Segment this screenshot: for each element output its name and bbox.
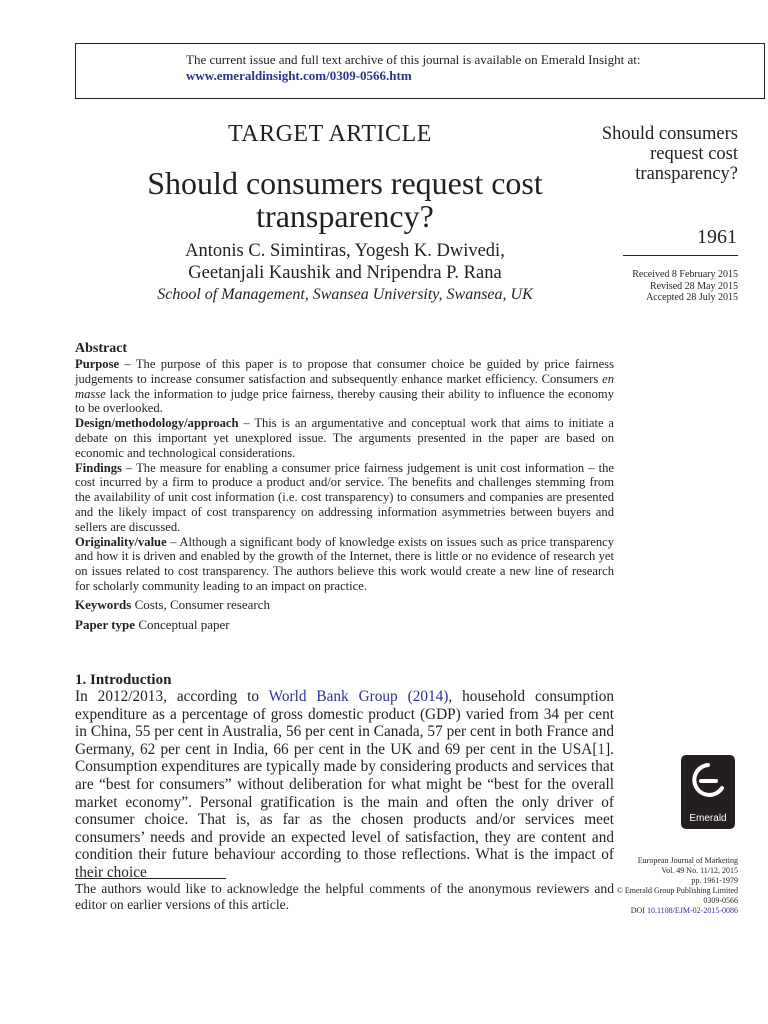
purpose-text-b: lack the information to judge price fairness, thereby causing their ability to influence the economy to be overlooked. — [75, 386, 614, 416]
author-affiliation: School of Management, Swansea University, Swansea, UK — [157, 286, 533, 303]
originality-text: – Although a significant body of knowledge exists on issues such as price transparency and how it is driven and enabled by the growth of the Internet, there is little or no evidence of research yet on issues related to cost transparency. The authors believe this work would create a new line of research for scholarly community leading to an impact on practice. — [75, 534, 614, 593]
intro-text-a: In 2012/2013, according to — [75, 688, 269, 705]
issn: 0309-0566 — [703, 896, 738, 905]
abstract-section — [75, 340, 614, 632]
abstract-heading: Abstract — [75, 341, 128, 356]
article-title: Should consumers request cost transparency? — [147, 165, 543, 234]
intro-text-c: ]. Consumption expenditures are typically made by considering products and services that are “best for consumers” without deliberation for what might be “best for the overall market economy”. Personal gratification is the main and often the only driver of consumer choice. That is, as far as the chosen products and/or services meet consumers’ needs and provide an expected level of satisfaction, they are content and condition their future behaviour according to those reflections. What is the impact of their choice — [75, 740, 614, 881]
journal-name: European Journal of Marketing — [637, 856, 738, 865]
author-line-2: Geetanjali Kaushik and Nripendra P. Rana — [188, 263, 502, 283]
findings-label: Findings — [75, 460, 122, 475]
header-availability-text: The current issue and full text archive of this journal is available on Emerald Insight at: — [186, 52, 641, 67]
received-date: Received 8 February 2015 — [632, 269, 738, 280]
abstract-originality — [75, 535, 614, 594]
article-history — [600, 269, 738, 304]
journal-url-link[interactable]: www.emeraldinsight.com/0309-0566.htm — [186, 68, 412, 83]
journal-pages: pp. 1961-1979 — [691, 876, 738, 885]
revised-date: Revised 28 May 2015 — [649, 280, 738, 292]
copyright-line: © Emerald Group Publishing Limited — [616, 886, 738, 895]
abstract-findings — [75, 461, 614, 535]
purpose-italic: en masse — [75, 371, 614, 401]
originality-label: Originality/value — [75, 534, 167, 549]
journal-volume: Vol. 49 No. 11/12, 2015 — [661, 866, 738, 875]
introduction-heading: 1. Introduction — [75, 672, 172, 688]
logo-wordmark: Emerald — [689, 813, 727, 824]
keywords-text: Costs, Consumer research — [134, 596, 270, 612]
accepted-date: Accepted 28 July 2015 — [646, 292, 738, 303]
paper-type — [75, 618, 614, 633]
author-list — [100, 240, 590, 284]
running-title: Should consumers request cost transparency? — [601, 124, 738, 184]
paper-type-text: Conceptual paper — [138, 616, 230, 632]
journal-info — [600, 856, 738, 916]
intro-text-b: , household consumption expenditure as a percentage of gross domestic product (GDP) varied from 34 per cent in China, 55 per cent in Australia, 56 per cent in Canada, 57 per cent in both France and Germany, 62 per cent in India, 66 per cent in the UK and 69 per cent in the USA[ — [75, 688, 614, 758]
purpose-text-a: – The purpose of this paper is to propose that consumer choice be guided by price fairness judgements to increase consumer satisfaction and subsequently enhance market efficiency. Consumers — [75, 357, 614, 386]
author-line-1: Antonis C. Simintiras, Yogesh K. Dwivedi, — [185, 241, 505, 261]
page-number: 1961 — [697, 226, 737, 248]
keywords-label: Keywords — [75, 596, 132, 612]
acknowledgement-footnote: The authors would like to acknowledge the helpful comments of the anonymous reviewers and editor on earlier versions of this article. — [75, 881, 614, 912]
findings-text: – The measure for enabling a consumer price fairness judgement is unit cost information – the cost incurred by a firm to produce a product and/or service. The benefits and challenges stemming from the availability of unit cost information (i.e. cost transparency) to consumers and companies are presented and the likely impact of cost transparency on addressing information asymmetries between buyers and sellers are discussed. — [75, 460, 614, 534]
footnote-divider — [75, 878, 226, 879]
citation-link[interactable]: World Bank Group (2014) — [268, 688, 449, 705]
doi-label: DOI — [630, 906, 645, 915]
emerald-logo-icon — [690, 762, 726, 808]
doi-line — [600, 906, 738, 916]
paper-type-label: Paper type — [75, 616, 136, 632]
abstract-design — [75, 416, 614, 460]
emerald-logo — [681, 755, 735, 829]
purpose-label: Purpose — [75, 357, 120, 371]
keywords — [75, 598, 614, 613]
footnote-ref-link[interactable]: 1 — [597, 740, 606, 758]
abstract-purpose — [75, 357, 614, 416]
doi-link[interactable]: 10.1108/EJM-02-2015-0086 — [646, 906, 738, 915]
design-label: Design/methodology/approach — [75, 416, 239, 431]
introduction-body — [75, 688, 614, 882]
article-type-label: TARGET ARTICLE — [228, 121, 432, 147]
design-text: – This is an argumentative and conceptual work that aims to initiate a debate on this important yet unexplored issue. The arguments presented in the paper are based on economic and technological considerations. — [75, 416, 614, 460]
sidebar-divider — [623, 255, 738, 256]
